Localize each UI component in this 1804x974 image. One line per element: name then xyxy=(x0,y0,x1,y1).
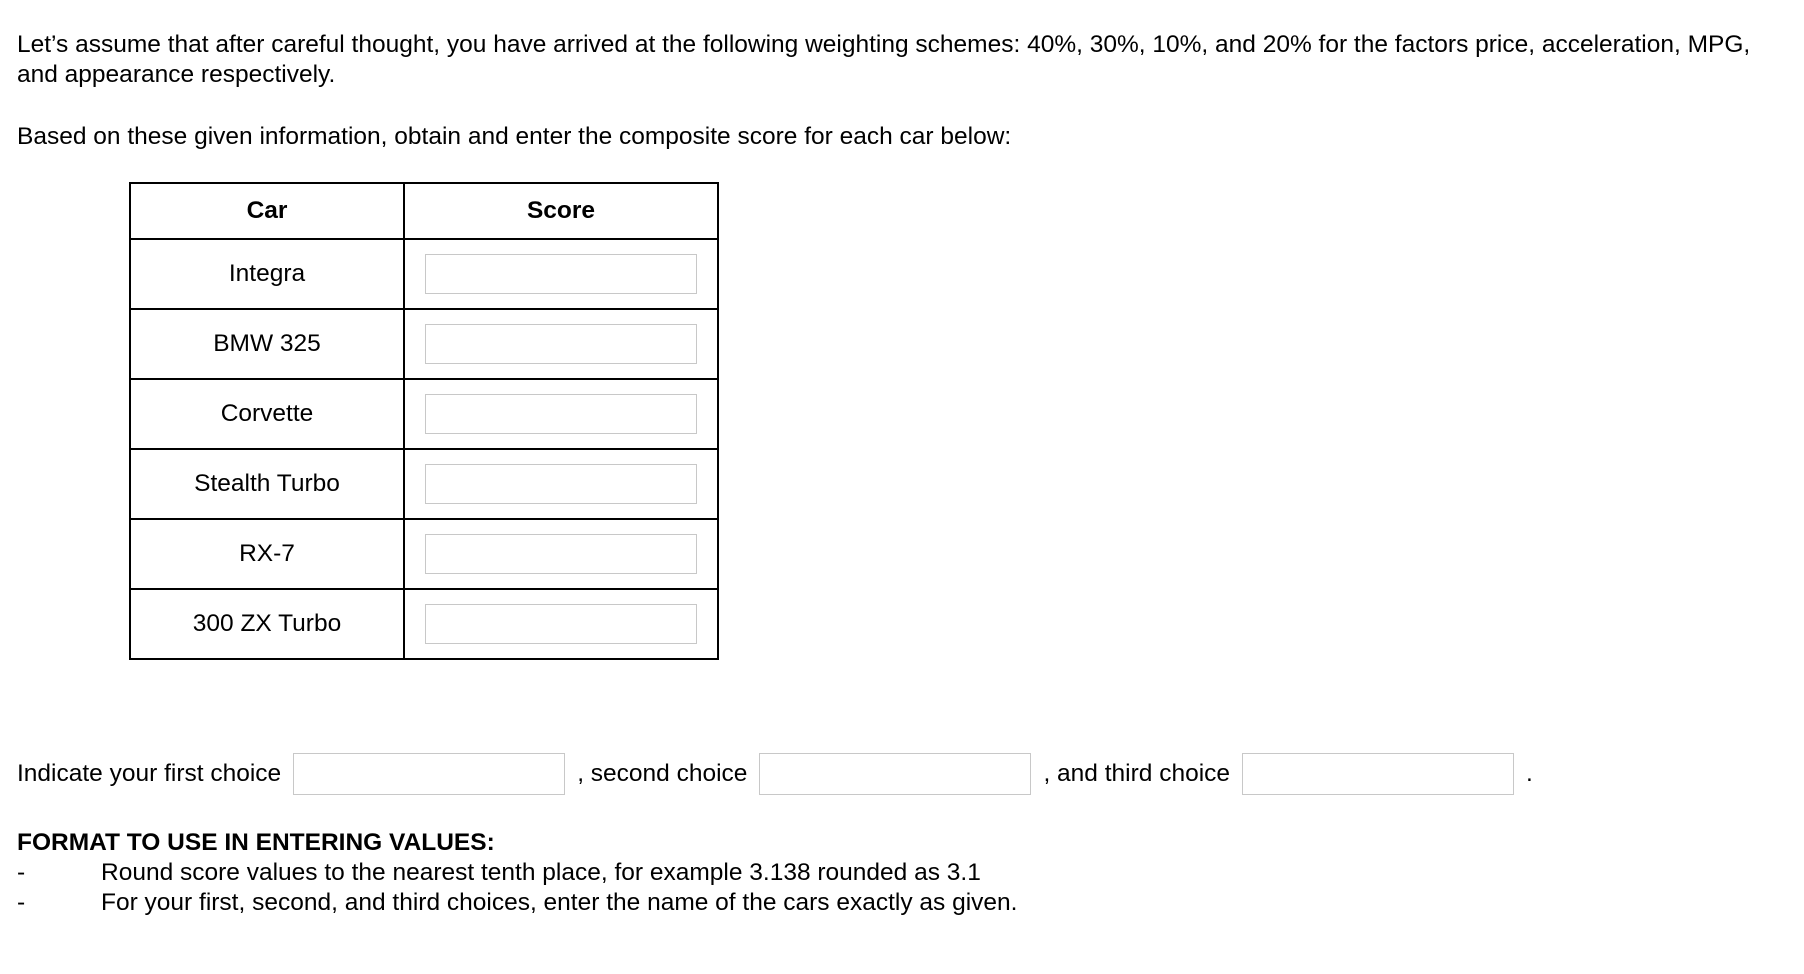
car-name-cell: RX-7 xyxy=(130,519,404,589)
score-input-stealth-turbo[interactable] xyxy=(425,464,697,504)
format-heading: FORMAT TO USE IN ENTERING VALUES: xyxy=(17,829,495,856)
first-choice-input[interactable] xyxy=(293,753,565,795)
table-header-row xyxy=(130,183,718,239)
score-cell xyxy=(404,449,718,519)
format-item-choices: For your first, second, and third choices, enter the name of the cars exactly as given. xyxy=(101,889,1018,916)
list-item xyxy=(17,858,1017,888)
table-row xyxy=(130,589,718,659)
list-dash: - xyxy=(17,859,26,886)
score-input-rx-7[interactable] xyxy=(425,534,697,574)
score-input-bmw-325[interactable] xyxy=(425,324,697,364)
composite-score-table xyxy=(129,182,719,660)
third-choice-input[interactable] xyxy=(1242,753,1514,795)
score-input-integra[interactable] xyxy=(425,254,697,294)
second-choice-label: , second choice xyxy=(577,760,748,787)
instruction-text: Based on these given information, obtain and enter the composite score for each car below: xyxy=(17,123,1012,150)
first-choice-label: Indicate your first choice xyxy=(17,760,282,787)
score-cell xyxy=(404,309,718,379)
score-cell xyxy=(404,239,718,309)
second-choice-input[interactable] xyxy=(759,753,1031,795)
car-name-cell: Stealth Turbo xyxy=(130,449,404,519)
car-column-header: Car xyxy=(130,183,404,239)
score-input-300-zx-turbo[interactable] xyxy=(425,604,697,644)
score-input-corvette[interactable] xyxy=(425,394,697,434)
format-instructions-list xyxy=(17,858,1017,918)
choices-row xyxy=(17,752,1533,796)
table-row xyxy=(130,309,718,379)
score-cell xyxy=(404,519,718,589)
table-row xyxy=(130,239,718,309)
format-item-rounding: Round score values to the nearest tenth place, for example 3.138 rounded as 3.1 xyxy=(101,859,981,886)
table-row xyxy=(130,379,718,449)
sentence-end-period: . xyxy=(1526,760,1533,787)
list-dash: - xyxy=(17,889,26,916)
table-row xyxy=(130,449,718,519)
car-name-cell: 300 ZX Turbo xyxy=(130,589,404,659)
score-cell xyxy=(404,379,718,449)
car-name-cell: BMW 325 xyxy=(130,309,404,379)
score-cell xyxy=(404,589,718,659)
car-name-cell: Corvette xyxy=(130,379,404,449)
third-choice-label: , and third choice xyxy=(1043,760,1231,787)
table-row xyxy=(130,519,718,589)
car-name-cell: Integra xyxy=(130,239,404,309)
score-column-header: Score xyxy=(404,183,718,239)
list-item xyxy=(17,888,1017,918)
intro-paragraph: Let’s assume that after careful thought, you have arrived at the following weighting schemes: 40%, 30%, 10%, and 20% for the factors price, acceleration, MPG, and appearance respectively. xyxy=(17,31,1751,88)
